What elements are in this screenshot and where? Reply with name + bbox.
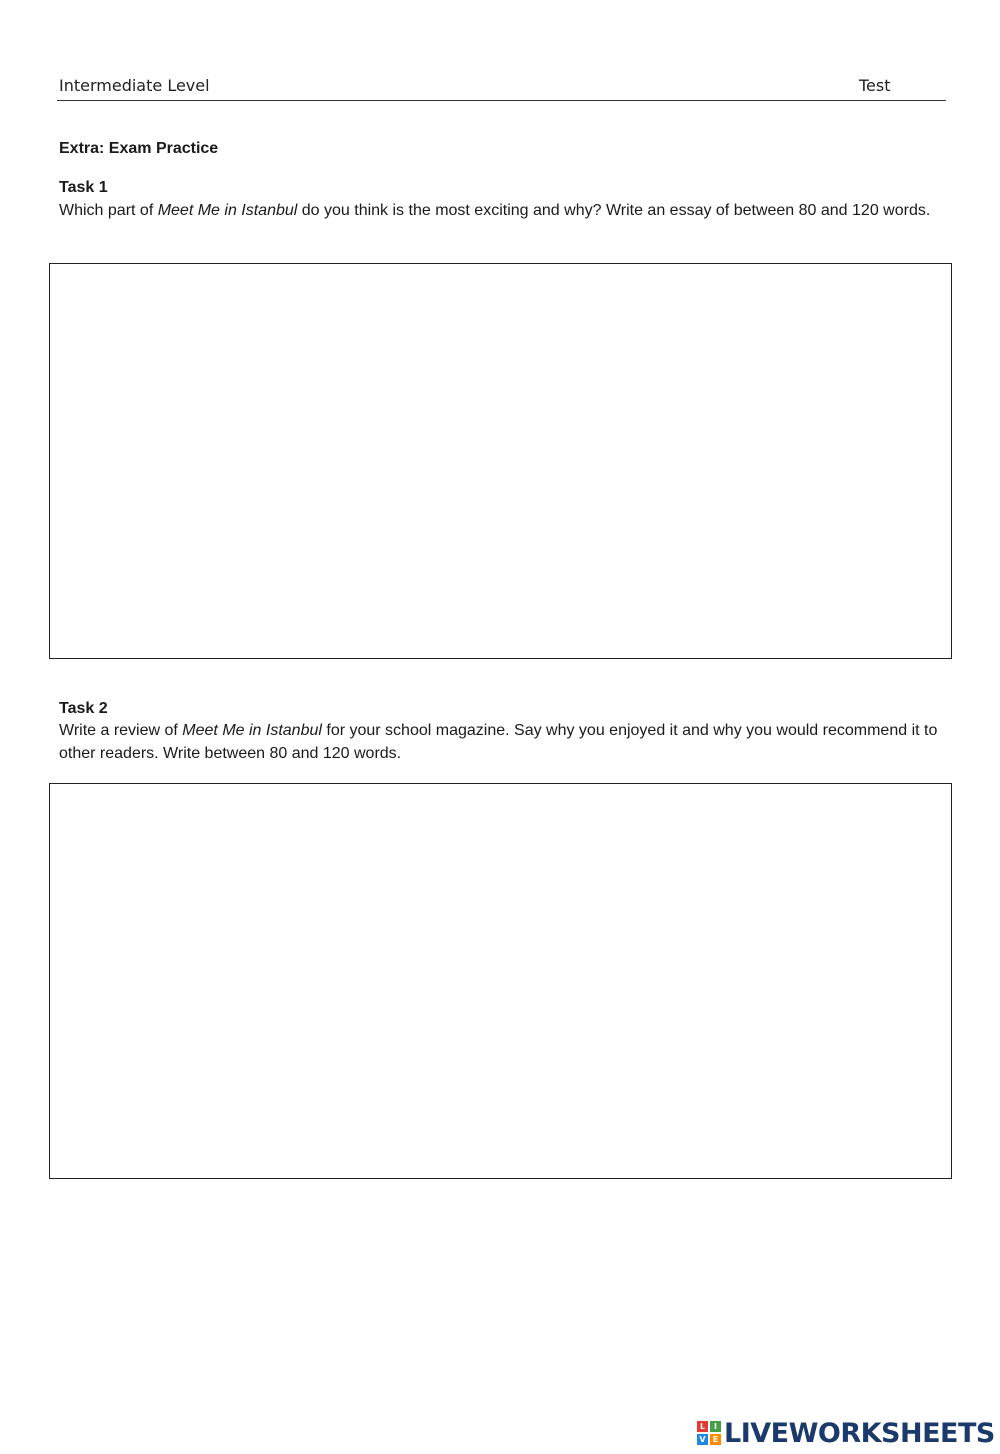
logo-letter-e: E — [710, 1434, 721, 1445]
task2-title: Task 2 — [59, 700, 108, 717]
task1-answer-box[interactable] — [49, 263, 952, 659]
page-header — [57, 74, 946, 101]
logo-letter-v: V — [697, 1434, 708, 1445]
liveworksheets-brand — [697, 1418, 995, 1448]
task2-book-title: Meet Me in Istanbul — [182, 722, 322, 739]
header-level: Intermediate Level — [59, 76, 210, 95]
task2-instructions — [59, 720, 939, 765]
task1-text-before: Which part of — [59, 202, 158, 219]
section-title: Extra: Exam Practice — [59, 140, 219, 157]
brand-name: LIVEWORKSHEETS — [724, 1417, 995, 1449]
header-test: Test — [859, 76, 891, 95]
task2-answer-box[interactable] — [49, 783, 952, 1179]
task1-instructions — [59, 200, 939, 223]
task1-book-title: Meet Me in Istanbul — [157, 202, 298, 219]
task2-text-after: for your school magazine. Say why you enjoyed it and why you would recommend it to other readers. Write between 80 and 120 words. — [59, 722, 938, 762]
logo-letter-l: L — [697, 1421, 708, 1432]
task1-text-after: do you think is the most exciting and why? Write an essay of between 80 and 120 words. — [297, 202, 931, 219]
task1-title: Task 1 — [59, 179, 108, 196]
liveworksheets-logo-icon — [697, 1421, 721, 1445]
task2-text-before: Write a review of — [59, 722, 183, 739]
logo-letter-i: I — [710, 1421, 721, 1432]
